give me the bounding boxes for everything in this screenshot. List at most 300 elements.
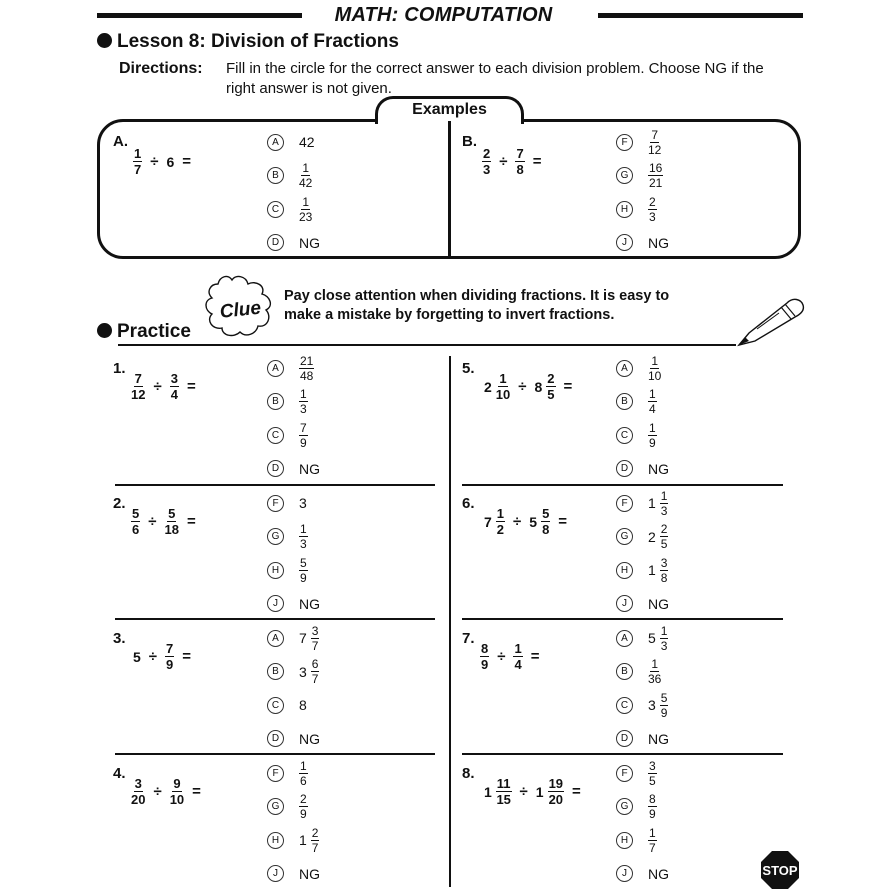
answer-value xyxy=(648,388,657,415)
practice-heading: Practice xyxy=(97,321,191,343)
divide-sign: ÷ xyxy=(148,648,158,665)
question-number: 6. xyxy=(462,495,475,512)
numerator: 7 xyxy=(300,420,307,435)
answer-bubble[interactable]: H xyxy=(267,832,284,849)
denominator: 3 xyxy=(483,162,491,177)
whole-number: 5 xyxy=(529,513,538,530)
row-separator xyxy=(115,484,435,486)
answer-bubble[interactable]: C xyxy=(267,427,284,444)
numerator: 5 xyxy=(168,506,176,521)
answer-value xyxy=(299,495,307,511)
answer-bubble[interactable]: C xyxy=(616,697,633,714)
equals-sign: = xyxy=(186,378,196,395)
numerator: 5 xyxy=(132,506,140,521)
fraction xyxy=(496,777,512,806)
denominator: 12 xyxy=(131,387,146,402)
fraction xyxy=(496,507,505,536)
answer-text: NG xyxy=(299,730,320,747)
answer-bubble[interactable]: J xyxy=(616,865,633,882)
answer-choice[interactable] xyxy=(616,523,668,551)
answer-choice[interactable] xyxy=(616,195,657,223)
answer-value xyxy=(648,866,669,882)
answer-value xyxy=(299,731,320,747)
answer-text: NG xyxy=(648,234,669,251)
answer-choice[interactable] xyxy=(616,556,668,584)
fraction xyxy=(299,388,308,415)
numerator: 1 xyxy=(499,371,507,386)
answer-text: 42 xyxy=(299,134,315,150)
divide-sign: ÷ xyxy=(153,783,162,800)
row-separator xyxy=(462,484,783,486)
fraction xyxy=(648,355,661,382)
fraction xyxy=(513,642,522,671)
numerator: 1 xyxy=(649,387,656,401)
fraction xyxy=(311,827,320,854)
answer-bubble[interactable]: G xyxy=(616,528,633,545)
fraction xyxy=(648,827,657,854)
whole-number: 7 xyxy=(484,513,492,530)
answer-choice[interactable] xyxy=(267,229,320,257)
numerator: 1 xyxy=(300,522,307,536)
answer-bubble[interactable]: D xyxy=(616,460,633,477)
question-number: 5. xyxy=(462,360,475,377)
fraction xyxy=(660,625,669,652)
answer-bubble[interactable]: C xyxy=(267,697,284,714)
whole-number: 1 xyxy=(535,783,544,800)
practice-rule xyxy=(118,344,736,346)
page-title: MATH: COMPUTATION xyxy=(0,4,887,27)
answer-bubble[interactable]: F xyxy=(616,495,633,512)
answer-value xyxy=(648,235,669,251)
numerator: 1 xyxy=(660,488,668,503)
answer-choice[interactable] xyxy=(267,624,319,652)
answer-value xyxy=(648,523,668,550)
denominator: 10 xyxy=(169,792,185,807)
answer-value xyxy=(299,461,320,477)
answer-choice[interactable] xyxy=(616,793,657,821)
answer-bubble[interactable]: F xyxy=(616,765,633,782)
answer-value xyxy=(299,760,308,787)
answer-choice[interactable] xyxy=(267,455,320,483)
answer-bubble[interactable]: C xyxy=(616,427,633,444)
answer-choice[interactable] xyxy=(616,624,668,652)
fraction xyxy=(546,372,555,401)
answer-bubble[interactable]: G xyxy=(267,528,284,545)
fraction xyxy=(311,625,320,652)
answer-bubble[interactable]: A xyxy=(616,630,633,647)
answer-bubble[interactable]: H xyxy=(616,201,633,218)
fraction xyxy=(165,642,174,671)
question-number: 3. xyxy=(113,630,126,647)
clue-text: Pay close attention when dividing fractions. It is easy to make a mistake by forgetting to invert fractions. xyxy=(284,288,670,323)
fraction xyxy=(648,793,657,820)
example-expression xyxy=(482,147,541,176)
answer-bubble[interactable]: A xyxy=(267,360,284,377)
fraction xyxy=(648,129,661,156)
example-expression xyxy=(133,147,191,176)
answer-bubble[interactable]: D xyxy=(616,730,633,747)
answer-bubble[interactable]: F xyxy=(267,765,284,782)
numerator: 1 xyxy=(302,194,310,209)
equals-sign: = xyxy=(563,378,573,395)
whole-number: 2 xyxy=(648,528,656,545)
divide-sign: ÷ xyxy=(153,378,162,395)
bullet-icon xyxy=(97,33,112,48)
whole-number: 6 xyxy=(166,153,175,170)
answer-text: NG xyxy=(299,234,320,251)
answer-choice[interactable] xyxy=(267,523,308,551)
row-separator xyxy=(462,753,783,755)
bullet-icon xyxy=(97,323,112,338)
practice-column-divider xyxy=(449,356,451,887)
answer-value xyxy=(299,196,312,223)
answer-value xyxy=(299,625,319,652)
answer-choice[interactable] xyxy=(616,388,657,416)
fraction xyxy=(299,162,312,189)
answer-choice[interactable] xyxy=(267,195,312,223)
denominator: 7 xyxy=(311,840,319,855)
equals-sign: = xyxy=(558,513,568,530)
answer-value xyxy=(299,866,320,882)
fraction xyxy=(660,490,669,517)
answer-choice[interactable] xyxy=(616,759,657,787)
answer-value xyxy=(299,235,320,251)
denominator: 9 xyxy=(481,657,489,672)
answer-choice[interactable] xyxy=(616,128,661,156)
answer-bubble[interactable]: J xyxy=(267,595,284,612)
numerator: 2 xyxy=(649,194,656,209)
answer-choice[interactable] xyxy=(267,556,308,584)
answer-choice[interactable] xyxy=(616,590,669,618)
answer-choice[interactable] xyxy=(616,162,663,190)
answer-bubble[interactable]: H xyxy=(267,562,284,579)
denominator: 36 xyxy=(648,672,662,686)
answer-value xyxy=(648,692,668,719)
denominator: 20 xyxy=(131,792,146,807)
numerator: 5 xyxy=(300,555,307,570)
question-number: 8. xyxy=(462,765,475,782)
answer-value xyxy=(299,557,308,584)
denominator: 9 xyxy=(660,705,668,720)
numerator: 1 xyxy=(649,420,656,435)
numerator: 2 xyxy=(311,825,319,840)
answer-choice[interactable] xyxy=(616,229,669,257)
denominator: 6 xyxy=(300,773,307,788)
fraction xyxy=(164,507,178,536)
numerator: 3 xyxy=(170,371,178,386)
answer-bubble[interactable]: A xyxy=(267,134,284,151)
numerator: 2 xyxy=(547,371,555,386)
answer-bubble[interactable]: B xyxy=(267,663,284,680)
answer-value xyxy=(648,196,657,223)
denominator: 9 xyxy=(300,807,307,821)
whole-number: 1 xyxy=(648,495,656,511)
example-label: A. xyxy=(113,133,128,150)
numerator: 1 xyxy=(660,623,668,638)
denominator: 5 xyxy=(660,537,668,551)
answer-bubble[interactable]: J xyxy=(267,865,284,882)
numerator: 7 xyxy=(134,371,142,386)
answer-choice[interactable] xyxy=(267,421,308,449)
answer-bubble[interactable]: G xyxy=(267,798,284,815)
answer-bubble[interactable]: D xyxy=(267,730,284,747)
numerator: 3 xyxy=(134,776,142,791)
answer-bubble[interactable]: G xyxy=(616,798,633,815)
denominator: 9 xyxy=(166,657,174,672)
fraction xyxy=(311,658,320,685)
denominator: 7 xyxy=(134,162,142,177)
answer-value xyxy=(299,596,320,612)
answer-bubble[interactable]: C xyxy=(267,201,284,218)
fraction xyxy=(515,147,524,176)
whole-number: 1 xyxy=(648,562,656,578)
answer-choice[interactable] xyxy=(267,793,308,821)
denominator: 48 xyxy=(300,368,314,383)
denominator: 3 xyxy=(649,209,656,224)
answer-text: 8 xyxy=(299,697,307,713)
examples-divider xyxy=(448,121,451,259)
answer-bubble[interactable]: F xyxy=(616,134,633,151)
denominator: 9 xyxy=(649,435,656,450)
denominator: 8 xyxy=(660,570,668,585)
fraction xyxy=(496,372,510,401)
svg-text:Clue: Clue xyxy=(218,297,263,323)
divide-sign: ÷ xyxy=(519,783,528,800)
answer-value xyxy=(299,134,315,150)
numerator: 5 xyxy=(542,506,550,521)
fraction xyxy=(299,355,314,382)
fraction xyxy=(648,422,657,449)
question-expression xyxy=(484,372,572,401)
answer-choice[interactable] xyxy=(267,354,314,382)
denominator: 3 xyxy=(660,503,668,518)
answer-text: NG xyxy=(299,595,320,612)
fraction xyxy=(648,760,657,787)
row-separator xyxy=(462,618,783,620)
answer-choice[interactable] xyxy=(616,354,661,382)
numerator: 8 xyxy=(649,792,656,806)
question-number: 4. xyxy=(113,765,126,782)
directions-label: Directions: xyxy=(119,60,203,77)
row-separator xyxy=(115,753,435,755)
numerator: 1 xyxy=(651,353,659,368)
answer-bubble[interactable]: B xyxy=(267,167,284,184)
answer-choice[interactable] xyxy=(616,826,657,854)
answer-choice[interactable] xyxy=(267,489,307,517)
fraction xyxy=(648,162,663,189)
fraction xyxy=(170,372,179,401)
svg-text:STOP: STOP xyxy=(762,863,798,878)
numerator: 11 xyxy=(496,776,511,791)
denominator: 7 xyxy=(649,840,656,855)
denominator: 5 xyxy=(547,387,555,402)
question-number: 2. xyxy=(113,495,126,512)
fraction xyxy=(660,692,669,719)
question-expression xyxy=(131,372,196,401)
answer-value xyxy=(299,523,308,550)
numerator: 7 xyxy=(651,127,659,142)
whole-number: 5 xyxy=(648,630,656,646)
fraction xyxy=(648,196,657,223)
mixed-number xyxy=(484,372,510,401)
question-number: 7. xyxy=(462,630,475,647)
numerator: 1 xyxy=(649,825,656,840)
denominator: 10 xyxy=(495,387,511,402)
fraction xyxy=(660,557,669,584)
answer-bubble[interactable]: A xyxy=(616,360,633,377)
answer-choice[interactable] xyxy=(267,128,315,156)
answer-choice[interactable] xyxy=(616,658,661,686)
whole-number: 5 xyxy=(133,648,141,665)
denominator: 2 xyxy=(496,522,505,537)
fraction xyxy=(299,196,312,223)
answer-bubble[interactable]: B xyxy=(267,393,284,410)
divide-sign: ÷ xyxy=(497,648,506,665)
fraction xyxy=(660,523,669,550)
denominator: 7 xyxy=(311,672,319,686)
answer-choice[interactable] xyxy=(616,489,668,517)
answer-choice[interactable] xyxy=(267,826,319,854)
stop-sign-icon xyxy=(760,850,800,890)
answer-choice[interactable] xyxy=(616,455,669,483)
fraction xyxy=(131,372,145,401)
numerator: 21 xyxy=(300,353,314,368)
numerator: 1 xyxy=(651,657,659,671)
mixed-number xyxy=(535,372,556,401)
denominator: 8 xyxy=(542,522,550,537)
fraction xyxy=(133,147,142,176)
denominator: 4 xyxy=(649,402,656,416)
question-expression xyxy=(133,642,191,671)
divide-sign: ÷ xyxy=(513,513,522,530)
answer-bubble[interactable]: D xyxy=(267,460,284,477)
numerator: 7 xyxy=(166,641,174,656)
answer-value xyxy=(648,827,657,854)
answer-value xyxy=(299,827,319,854)
answer-value xyxy=(299,793,308,820)
answer-text: NG xyxy=(648,730,669,747)
whole-number: 3 xyxy=(648,697,656,713)
numerator: 1 xyxy=(302,161,310,175)
answer-value xyxy=(648,760,657,787)
divide-sign: ÷ xyxy=(148,513,157,530)
examples-tab: Examples xyxy=(375,96,524,124)
question-expression xyxy=(131,507,196,536)
denominator: 3 xyxy=(660,638,668,653)
denominator: 7 xyxy=(311,638,319,653)
answer-choice[interactable] xyxy=(616,860,669,888)
denominator: 5 xyxy=(649,773,656,788)
example-label: B. xyxy=(462,133,477,150)
equals-sign: = xyxy=(192,783,201,800)
answer-choice[interactable] xyxy=(267,759,308,787)
equals-sign: = xyxy=(182,648,192,665)
fraction xyxy=(648,388,657,415)
answer-bubble[interactable]: H xyxy=(616,562,633,579)
denominator: 9 xyxy=(300,570,307,585)
mixed-number xyxy=(529,507,550,536)
answer-value xyxy=(648,129,661,156)
divide-sign: ÷ xyxy=(150,153,159,170)
answer-choice[interactable] xyxy=(267,388,308,416)
question-expression xyxy=(131,777,201,806)
answer-value xyxy=(299,162,312,189)
answer-bubble[interactable]: B xyxy=(616,393,633,410)
answer-value xyxy=(648,422,657,449)
answer-bubble[interactable]: G xyxy=(616,167,633,184)
numerator: 1 xyxy=(300,387,307,401)
equals-sign: = xyxy=(532,153,542,170)
numerator: 1 xyxy=(300,758,307,773)
answer-choice[interactable] xyxy=(616,691,668,719)
answer-value xyxy=(648,658,661,685)
denominator: 9 xyxy=(649,807,656,821)
mixed-number xyxy=(536,777,564,806)
answer-bubble[interactable]: B xyxy=(616,663,633,680)
answer-bubble[interactable]: H xyxy=(616,832,633,849)
denominator: 3 xyxy=(300,537,307,551)
answer-text: NG xyxy=(299,460,320,477)
equals-sign: = xyxy=(182,153,192,170)
answer-choice[interactable] xyxy=(267,658,319,686)
answer-text: NG xyxy=(648,460,669,477)
answer-choice[interactable] xyxy=(267,590,320,618)
answer-value xyxy=(299,422,308,449)
answer-choice[interactable] xyxy=(616,725,669,753)
answer-choice[interactable] xyxy=(267,162,312,190)
answer-bubble[interactable]: J xyxy=(616,595,633,612)
answer-choice[interactable] xyxy=(267,860,320,888)
question-expression xyxy=(484,777,581,806)
fraction xyxy=(131,777,145,806)
denominator: 4 xyxy=(514,657,522,672)
numerator: 3 xyxy=(311,623,319,638)
numerator: 1 xyxy=(496,506,505,521)
lesson-heading: Lesson 8: Division of Fractions xyxy=(97,31,399,53)
mixed-number xyxy=(484,777,512,806)
numerator: 7 xyxy=(516,146,524,161)
answer-choice[interactable] xyxy=(267,691,307,719)
whole-number: 2 xyxy=(484,378,492,395)
denominator: 4 xyxy=(170,387,178,402)
answer-bubble[interactable]: A xyxy=(267,630,284,647)
whole-number: 7 xyxy=(299,630,307,646)
answer-value xyxy=(648,731,669,747)
divide-sign: ÷ xyxy=(518,378,527,395)
answer-bubble[interactable]: J xyxy=(616,234,633,251)
fraction xyxy=(541,507,550,536)
answer-choice[interactable] xyxy=(616,421,657,449)
fraction xyxy=(299,793,308,820)
answer-choice[interactable] xyxy=(267,725,320,753)
fraction xyxy=(648,658,661,685)
whole-number: 3 xyxy=(299,663,307,680)
fraction xyxy=(480,642,489,671)
answer-bubble[interactable]: F xyxy=(267,495,284,512)
denominator: 10 xyxy=(648,368,662,383)
directions-text-2: right answer is not given. xyxy=(226,80,392,97)
fraction xyxy=(299,760,308,787)
numerator: 5 xyxy=(660,690,668,705)
answer-text: NG xyxy=(648,865,669,882)
numerator: 3 xyxy=(649,758,656,773)
numerator: 2 xyxy=(660,522,668,536)
equals-sign: = xyxy=(530,648,540,665)
answer-bubble[interactable]: D xyxy=(267,234,284,251)
fraction xyxy=(299,523,308,550)
numerator: 1 xyxy=(134,146,142,161)
directions xyxy=(119,59,809,99)
